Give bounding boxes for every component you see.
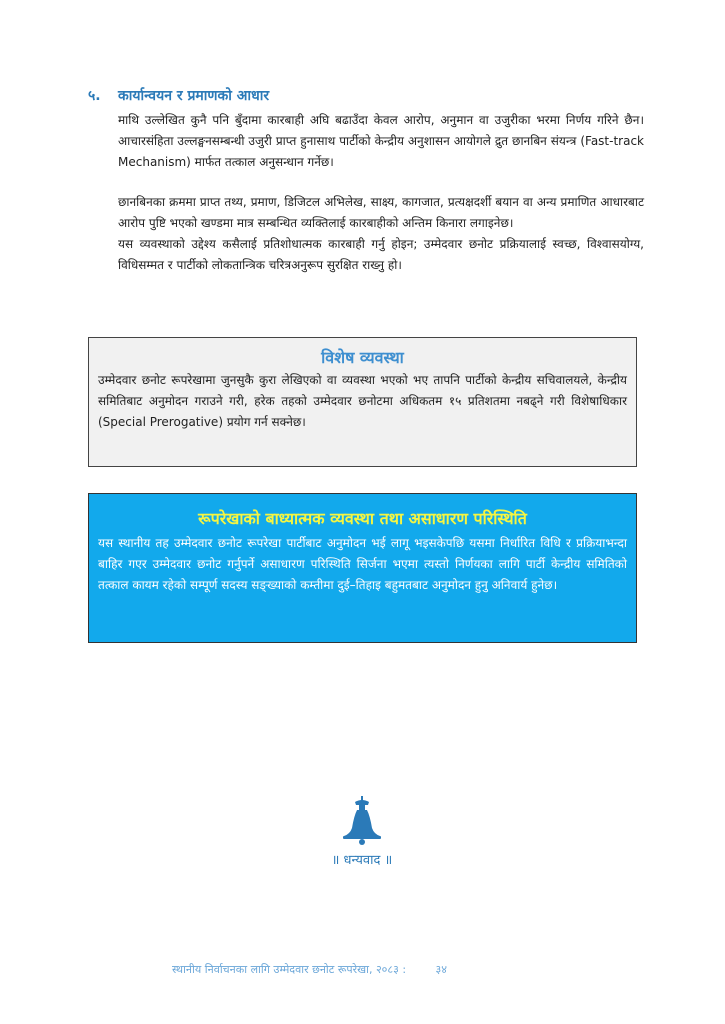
page-footer	[172, 962, 572, 977]
special-provision-title: विशेष व्यवस्था	[321, 348, 404, 367]
page-number: ३४	[435, 963, 447, 976]
section-implementation	[88, 86, 648, 276]
section-title: कार्यान्वयन र प्रमाणको आधार	[118, 88, 270, 104]
special-provision-box	[88, 337, 637, 467]
section-number: ५.	[88, 88, 101, 104]
section-body	[118, 110, 644, 276]
thanks-text: ॥ धन्यवाद ॥	[331, 853, 393, 868]
paragraph-1: माथि उल्लेखित कुनै पनि बुँदामा कारबाही अघि बढाउँदा केवल आरोप, अनुमान वा उजुरीका भरमा निर्णय गरिने छैन। आचारसंहिता उल्लङ्घनसम्बन्धी उजुरी प्राप्त हुनासाथ पार्टीको केन्द्रीय अनुशासन आयोगले द्रुत छानबिन संयन्त्र (Fast-track Mechanism) मार्फत तत्काल अनुसन्धान गर्नेछ।	[118, 113, 644, 169]
bell-icon	[336, 794, 388, 846]
mandatory-provision-text: यस स्थानीय तह उम्मेदवार छनोट रूपरेखा पार्टीबाट अनुमोदन भई लागू भइसकेपछि यसमा निर्धारित विधि र प्रक्रियाभन्दा बाहिर गएर उम्मेदवार छनोट गर्नुपर्ने असाधारण परिस्थिति सिर्जना भएमा त्यस्तो निर्णयका लागि पार्टी केन्द्रीय समितिको तत्काल कायम रहेको सम्पूर्ण सदस्य सङ्ख्याको कम्तीमा दुई–तिहाइ बहुमतबाट अनुमोदन हुनु अनिवार्य हुनेछ।	[98, 536, 627, 592]
paragraph-3: यस व्यवस्थाको उद्देश्य कसैलाई प्रतिशोधात्मक कारबाही गर्नु होइन; उम्मेदवार छनोट प्रक्रियालाई स्वच्छ, विश्वासयोग्य, विधिसम्मत र पार्टीको लोकतान्त्रिक चरित्रअनुरूप सुरक्षित राख्नु हो।	[118, 237, 644, 272]
section-heading	[88, 86, 648, 105]
mandatory-provision-box	[88, 493, 637, 643]
mandatory-provision-title: रूपरेखाको बाध्यात्मक व्यवस्था तथा असाधारण परिस्थिति	[198, 509, 527, 528]
special-provision-text: उम्मेदवार छनोट रूपरेखामा जुनसुकै कुरा लेखिएको वा व्यवस्था भएको भए तापनि पार्टीको केन्द्रीय सचिवालयले, केन्द्रीय समितिबाट अनुमोदन गराउने गरी, हरेक तहको उम्मेदवार छनोटमा अधिकतम १५ प्रतिशतमा नबढ्ने गरी विशेषाधिकार (Special Prerogative) प्रयोग गर्न सक्नेछ।	[98, 373, 627, 429]
footer-title: स्थानीय निर्वाचनका लागि उम्मेदवार छनोट रूपरेखा, २०८३ :	[172, 963, 407, 976]
paragraph-2: छानबिनका क्रममा प्राप्त तथ्य, प्रमाण, डिजिटल अभिलेख, साक्ष्य, कागजात, प्रत्यक्षदर्शी बयान वा अन्य प्रमाणित आधारबाट आरोप पुष्टि भएको खण्डमा मात्र सम्बन्धित व्यक्तिलाई कारबाहीको अन्तिम किनारा लगाइनेछ।	[118, 195, 644, 230]
